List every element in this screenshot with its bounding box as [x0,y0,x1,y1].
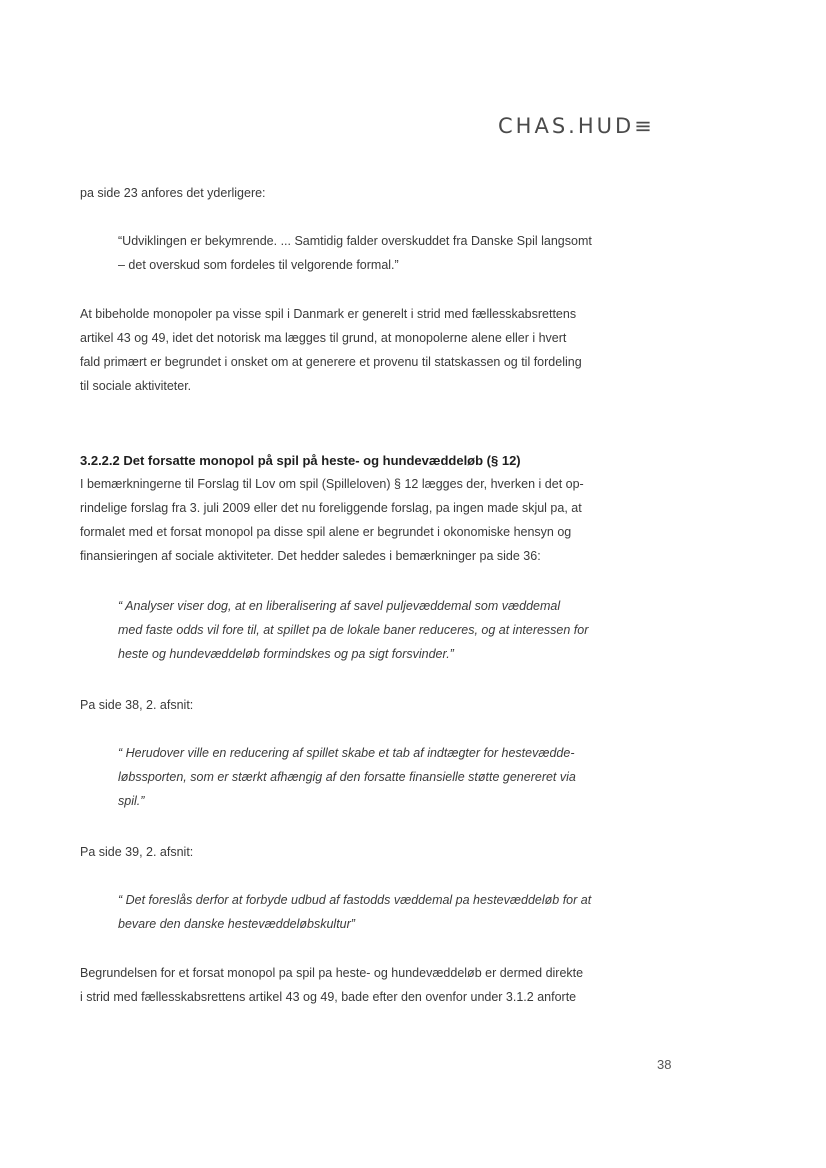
quote-line: heste og hundevæddeløb formindskes og pa sigt forsvinder.” [118,647,454,661]
quote-line: med faste odds vil fore til, at spillet pa de lokale baner reduceres, og at interessen for [118,623,589,637]
paragraph-line: finansieringen af sociale aktiviteter. Det hedder saledes i bemærkninger pa side 36: [80,549,541,563]
paragraph-line: artikel 43 og 49, idet det notorisk ma lægges til grund, at monopolerne alene eller i hvert [80,331,567,345]
quote-line: spil.” [118,794,145,808]
quote-line: “ Herudover ville en reducering af spillet skabe et tab af indtægter for hestevædde- [118,746,575,760]
quote-line: “ Det foreslås derfor at forbyde udbud af fastodds væddemal pa hestevæddeløb for at [118,893,592,907]
paragraph-line: I bemærkningerne til Forslag til Lov om spil (Spilleloven) § 12 lægges der, hverken i det op- [80,477,584,491]
intro-line: pa side 23 anfores det yderligere: [80,186,266,200]
quote-line: “Udviklingen er bekymrende. ... Samtidig falder overskuddet fra Danske Spil langsomt [118,234,592,248]
section-heading: 3.2.2.2 Det forsatte monopol på spil på heste- og hundevæddeløb (§ 12) [80,453,521,468]
quote-line: bevare den danske hestevæddeløbskultur” [118,917,355,931]
paragraph-line: At bibeholde monopoler pa visse spil i Danmark er generelt i strid med fællesskabsrettens [80,307,577,321]
paragraph-line: Begrundelsen for et forsat monopol pa spil pa heste- og hundevæddeløb er dermed direkte [80,966,584,980]
paragraph-line: formalet med et forsat monopol pa disse spil alene er begrundet i okonomiske hensyn og [80,525,572,539]
page-reference: Pa side 39, 2. afsnit: [80,845,194,859]
paragraph-line: fald primært er begrundet i onsket om at generere et provenu til statskassen og til fordeling [80,355,582,369]
paragraph-line: rindelige forslag fra 3. juli 2009 eller det nu foreliggende forslag, pa ingen made skjul pa, at [80,501,582,515]
paragraph-line: i strid med fællesskabsrettens artikel 43 og 49, bade efter den ovenfor under 3.1.2 anforte [80,990,577,1004]
company-logo: CHAS.HUD≡ [498,114,655,138]
quote-line: løbssporten, som er stærkt afhængig af den forsatte finansielle støtte genereret via [118,770,576,784]
page-reference: Pa side 38, 2. afsnit: [80,698,194,712]
quote-line: – det overskud som fordeles til velgorende formal.” [118,258,399,272]
quote-line: “ Analyser viser dog, at en liberalisering af savel puljevæddemal som væddemal [118,599,561,613]
paragraph-line: til sociale aktiviteter. [80,379,192,393]
page-number: 38 [657,1057,672,1072]
